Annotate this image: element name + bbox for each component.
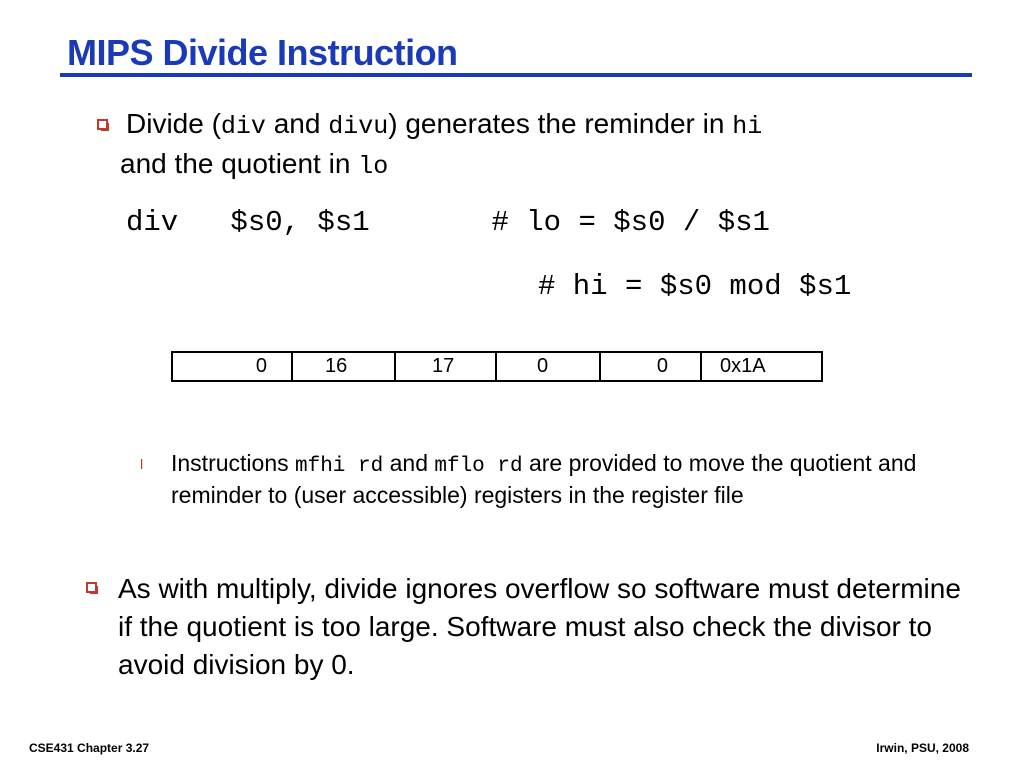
field-cell: 0 <box>600 352 701 381</box>
text-span: ) generates the reminder in <box>388 108 733 139</box>
code-lo: lo <box>358 152 389 181</box>
bullet-icon <box>86 582 97 593</box>
instruction-format-table <box>171 351 823 382</box>
footer-left: CSE431 Chapter 3.27 <box>29 741 150 755</box>
slide-title: MIPS Divide Instruction <box>67 32 458 73</box>
code-div: div <box>220 112 266 141</box>
text-span: and <box>265 108 329 139</box>
field-cell: 0 <box>496 352 600 381</box>
footer-right: Irwin, PSU, 2008 <box>876 741 969 755</box>
sub-bullet-text <box>171 449 961 510</box>
field-cell: 17 <box>395 352 496 381</box>
table-row <box>172 352 822 381</box>
title-underline <box>60 73 972 77</box>
code-line-1: div $s0, $s1 # lo = $s0 / $s1 <box>126 206 770 239</box>
code-line-2: # hi = $s0 mod $s1 <box>538 270 852 303</box>
sub-bullet-marker: l <box>140 456 144 472</box>
code-divu: divu <box>328 112 389 141</box>
code-mflo: mflo rd <box>434 455 523 478</box>
code-mfhi: mfhi rd <box>295 455 384 478</box>
text-span: and the quotient in <box>120 148 359 179</box>
bullet-overflow-text: As with multiply, divide ignores overflow so software must determine if the quotient is too large. Software must also check the divisor to avoid division by 0. <box>118 573 961 680</box>
field-cell: 0x1A <box>701 352 822 381</box>
field-cell: 16 <box>292 352 395 381</box>
bullet-divide-text <box>120 105 946 185</box>
text-span: Divide ( <box>126 108 221 139</box>
field-cell: 0 <box>172 352 292 381</box>
text-span: Instructions <box>171 450 295 476</box>
code-hi: hi <box>732 112 763 141</box>
text-span: and <box>383 450 435 476</box>
bullet-icon <box>97 119 108 130</box>
text-span: are provided to move the quotient and reminder to (user accessible) registers in the register file <box>171 450 917 508</box>
